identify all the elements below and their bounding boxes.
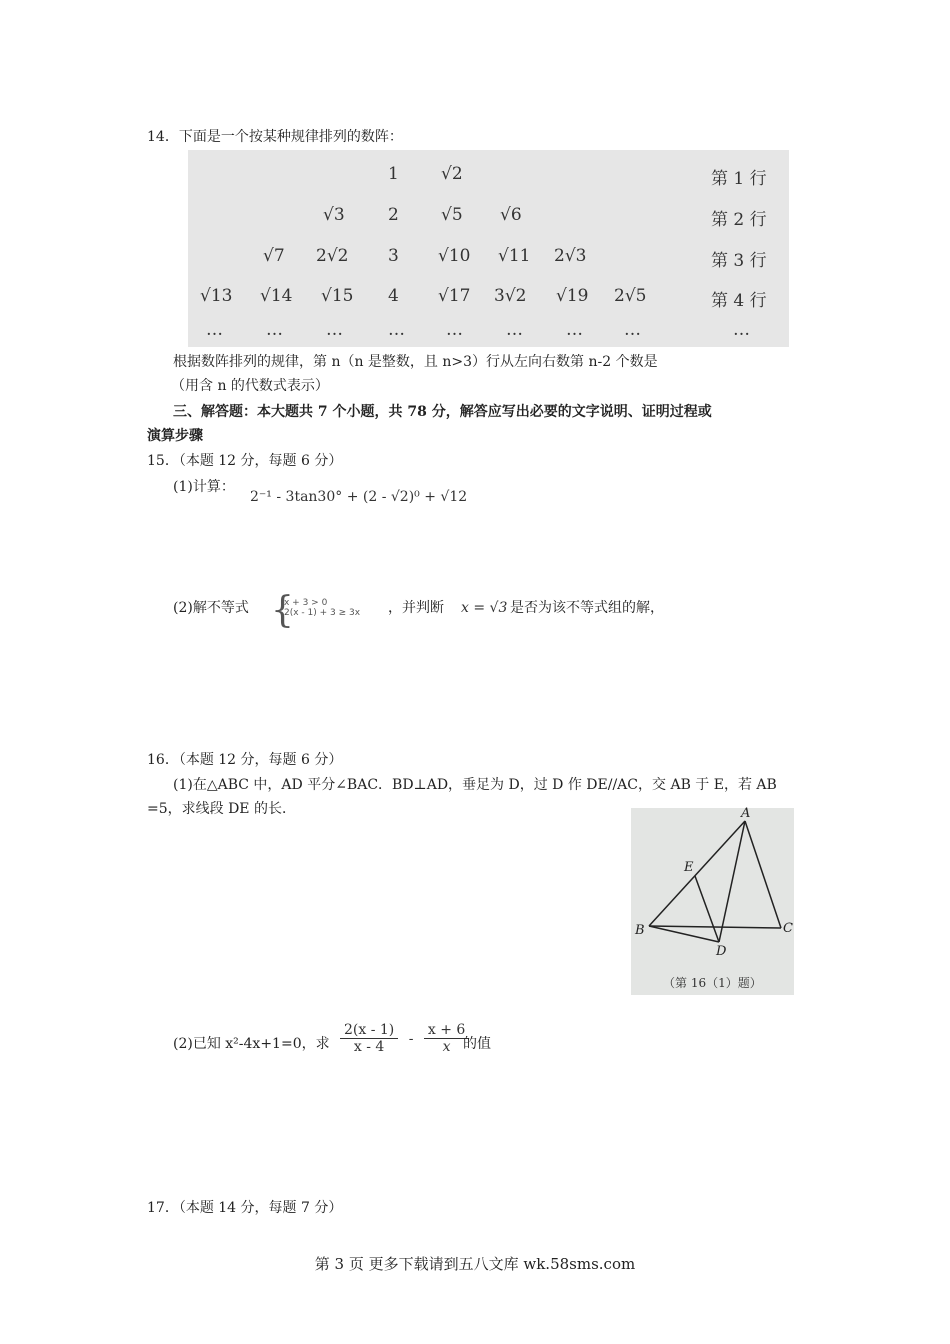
array-cell: √5 [441,205,463,225]
q16-part2-end: 的值 [463,1036,491,1052]
array-cell: … [506,320,523,340]
point-label-a: A [741,806,751,821]
array-cell: 2√2 [316,246,349,266]
brace-icon: { [271,590,294,631]
triangle-figure [631,808,794,995]
fraction-1-denominator: x - 4 [353,1039,385,1055]
array-cell: √13 [200,286,233,306]
array-cell: √2 [441,164,463,184]
q16-part1-line1: (1)在△ABC 中，AD 平分∠BAC．BD⊥AD，垂足为 D，过 D 作 DE//AC，交 AB 于 E，若 AB [173,777,777,793]
segment-ab [649,821,745,926]
fraction-1 [340,1022,398,1055]
array-cell: … [206,320,223,340]
number-array-image [188,150,789,347]
q16-part2-label: (2)已知 x²-4x+1=0，求 [173,1036,330,1052]
array-cell: √17 [438,286,471,306]
array-cell: … [326,320,343,340]
q15-header: 15．（本题 12 分，每题 6 分） [147,453,343,469]
fraction-1-numerator: 2(x - 1) [340,1022,398,1039]
array-row-label: 第 3 行 [711,251,767,271]
array-row-label: 第 2 行 [711,210,767,230]
q14-intro: 14．下面是一个按某种规律排列的数阵： [147,129,403,145]
minus-sign: - [408,1030,414,1047]
point-label-e: E [684,860,694,875]
figure-caption: （第 16（1）题） [663,976,762,990]
array-cell: … [566,320,583,340]
q15-part2-x-value: x = √3 [461,600,508,616]
array-cell: √7 [263,246,285,266]
array-cell: √3 [323,205,345,225]
q15-part2-mid: ，并判断 [388,600,444,616]
array-cell: √19 [556,286,589,306]
q16-part1-line2: =5，求线段 DE 的长． [147,801,296,817]
triangle-diagram [631,808,794,995]
array-cell: 4 [388,286,399,306]
array-cell: √6 [500,205,522,225]
array-cell: 2√5 [614,286,647,306]
array-cell: √14 [260,286,293,306]
array-cell: 2 [388,205,399,225]
segment-bd [649,926,719,942]
array-cell: … [446,320,463,340]
array-cell: 3 [388,246,399,266]
fraction-2-numerator: x + 6 [424,1022,469,1039]
array-cell: √10 [438,246,471,266]
point-label-b: B [635,923,645,938]
array-cell: 1 [388,164,399,184]
q14-rule-text: 根据数阵排列的规律，第 n（n 是整数，且 n>3）行从左向右数第 n-2 个数是 [173,354,658,370]
array-cell: √11 [498,246,531,266]
array-row-label: 第 1 行 [711,169,767,189]
segment-ad [719,821,745,942]
q15-part1-label: (1)计算： [173,479,235,495]
segment-ac [745,821,781,928]
q16-header: 16．（本题 12 分，每题 6 分） [147,752,343,768]
page-footer: 第 3 页 更多下载请到五八文库 wk.58sms.com [314,1255,636,1273]
array-cell: 3√2 [494,286,527,306]
point-label-c: C [783,921,793,936]
array-cell: 2√3 [554,246,587,266]
q14-rule-note: （用含 n 的代数式表示） [171,378,329,394]
segment-de [695,876,719,942]
point-label-d: D [716,944,727,959]
array-cell: … [388,320,405,340]
q16-part2-fraction-expression [340,1022,469,1055]
array-row-label: 第 4 行 [711,291,767,311]
inequality-line: x + 3 > 0 [284,598,328,608]
array-cell: … [266,320,283,340]
section-title: 三、解答题：本大题共 7 个小题，共 78 分，解答应写出必要的文字说明、证明过程或 [173,404,712,420]
fraction-2-denominator: x [442,1039,451,1055]
q17-header: 17．（本题 14 分，每题 7 分） [147,1200,343,1216]
section-title-cont: 演算步骤 [147,428,203,444]
inequality-line: 2(x - 1) + 3 ≥ 3x [284,608,361,618]
array-cell: √15 [321,286,354,306]
q15-part2-label: (2)解不等式 [173,600,249,616]
q15-part1-expression: 2⁻¹ - 3tan30° + (2 - √2)⁰ + √12 [250,489,468,505]
segment-bc [649,926,781,928]
array-cell: … [624,320,641,340]
inequality-system [284,598,360,618]
q15-part2-end: 是否为该不等式组的解， [510,600,664,616]
array-row-label: … [733,320,750,340]
